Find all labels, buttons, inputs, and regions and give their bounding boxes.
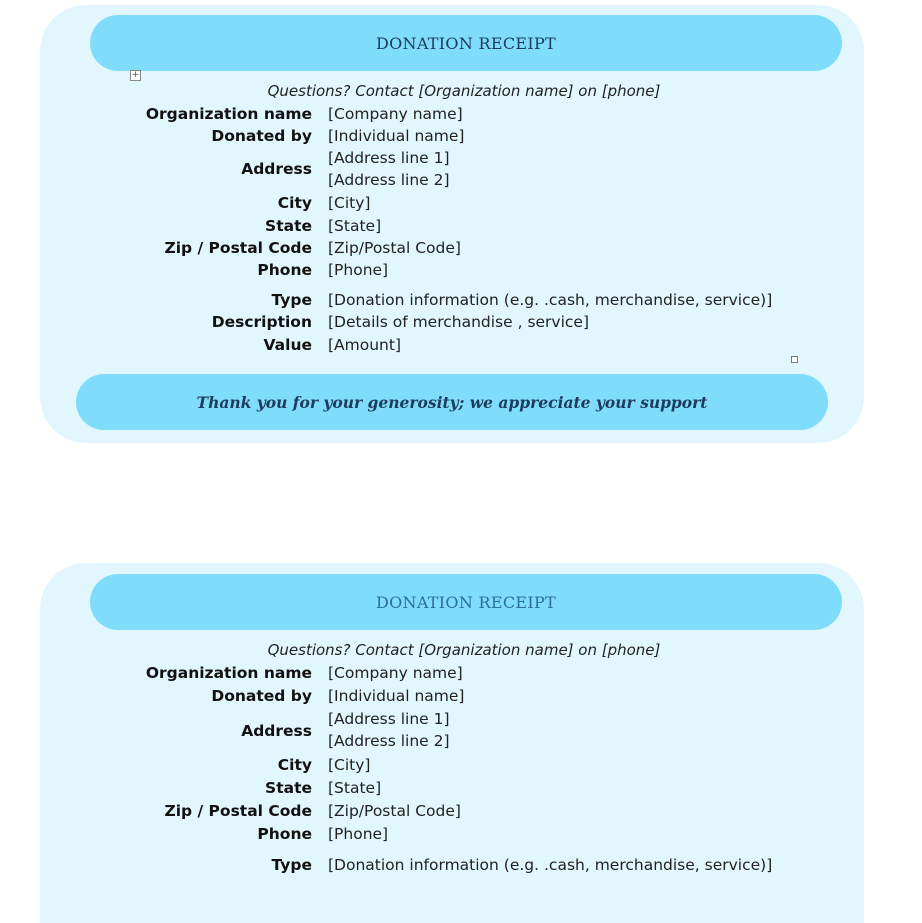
city-row bbox=[40, 194, 864, 216]
state-label: State bbox=[265, 779, 312, 797]
state-row bbox=[40, 779, 864, 801]
address-label: Address bbox=[241, 722, 312, 740]
city-value[interactable]: [City] bbox=[328, 756, 371, 774]
value-value[interactable]: [Amount] bbox=[328, 336, 402, 354]
value-row bbox=[40, 336, 864, 358]
phone-value[interactable]: [Phone] bbox=[328, 261, 389, 279]
city-row bbox=[40, 756, 864, 778]
zip-label: Zip / Postal Code bbox=[164, 239, 312, 257]
phone-row bbox=[40, 261, 864, 283]
contact-line: Questions? Contact [Organization name] on [phone] bbox=[267, 641, 661, 659]
donated-by-label: Donated by bbox=[211, 127, 312, 145]
table-move-handle-icon[interactable]: + bbox=[131, 70, 140, 80]
zip-label: Zip / Postal Code bbox=[164, 802, 312, 820]
type-row bbox=[40, 291, 864, 313]
value-label: Value bbox=[263, 336, 312, 354]
type-label: Type bbox=[271, 291, 312, 309]
receipt-title: DONATION RECEIPT bbox=[375, 592, 557, 612]
state-value[interactable]: [State] bbox=[328, 779, 382, 797]
contact-line: Questions? Contact [Organization name] on [phone] bbox=[267, 82, 661, 100]
donated-by-label: Donated by bbox=[211, 687, 312, 705]
phone-row bbox=[40, 825, 864, 847]
donated-by-value[interactable]: [Individual name] bbox=[328, 127, 465, 145]
type-label: Type bbox=[271, 856, 312, 874]
donation-receipt-card bbox=[40, 5, 864, 443]
address-label: Address bbox=[241, 160, 312, 178]
type-value[interactable]: [Donation information (e.g. .cash, merchandise, service)] bbox=[328, 291, 773, 309]
address-line2-value[interactable]: [Address line 2] bbox=[328, 171, 450, 189]
type-value[interactable]: [Donation information (e.g. .cash, merchandise, service)] bbox=[328, 856, 773, 874]
receipt-title-band bbox=[90, 15, 842, 71]
address-line1-value[interactable]: [Address line 1] bbox=[328, 149, 450, 167]
state-value[interactable]: [State] bbox=[328, 217, 382, 235]
thanks-message: Thank you for your generosity; we appreciate your support bbox=[196, 392, 708, 412]
zip-value[interactable]: [Zip/Postal Code] bbox=[328, 802, 461, 820]
thanks-band bbox=[76, 374, 828, 430]
organization-label: Organization name bbox=[145, 105, 312, 123]
zip-row bbox=[40, 802, 864, 824]
description-row bbox=[40, 313, 864, 335]
receipt-title: DONATION RECEIPT bbox=[375, 33, 557, 53]
city-value[interactable]: [City] bbox=[328, 194, 371, 212]
state-row bbox=[40, 217, 864, 239]
description-label: Description bbox=[211, 313, 312, 331]
zip-row bbox=[40, 239, 864, 261]
organization-label: Organization name bbox=[145, 664, 312, 682]
organization-value[interactable]: [Company name] bbox=[328, 664, 463, 682]
description-value[interactable]: [Details of merchandise , service] bbox=[328, 313, 590, 331]
donated-by-row bbox=[40, 127, 864, 149]
address-row bbox=[40, 710, 864, 754]
receipt-title-band bbox=[90, 574, 842, 630]
phone-label: Phone bbox=[257, 261, 312, 279]
organization-value[interactable]: [Company name] bbox=[328, 105, 463, 123]
phone-label: Phone bbox=[257, 825, 312, 843]
donation-receipt-card bbox=[40, 563, 864, 923]
organization-row bbox=[40, 105, 864, 127]
phone-value[interactable]: [Phone] bbox=[328, 825, 389, 843]
type-row bbox=[40, 856, 864, 878]
donated-by-value[interactable]: [Individual name] bbox=[328, 687, 465, 705]
city-label: City bbox=[277, 194, 312, 212]
table-resize-handle-icon[interactable] bbox=[791, 356, 798, 363]
address-line2-value[interactable]: [Address line 2] bbox=[328, 732, 450, 750]
donated-by-row bbox=[40, 687, 864, 709]
city-label: City bbox=[277, 756, 312, 774]
zip-value[interactable]: [Zip/Postal Code] bbox=[328, 239, 461, 257]
organization-row bbox=[40, 664, 864, 686]
state-label: State bbox=[265, 217, 312, 235]
address-row bbox=[40, 149, 864, 193]
address-line1-value[interactable]: [Address line 1] bbox=[328, 710, 450, 728]
